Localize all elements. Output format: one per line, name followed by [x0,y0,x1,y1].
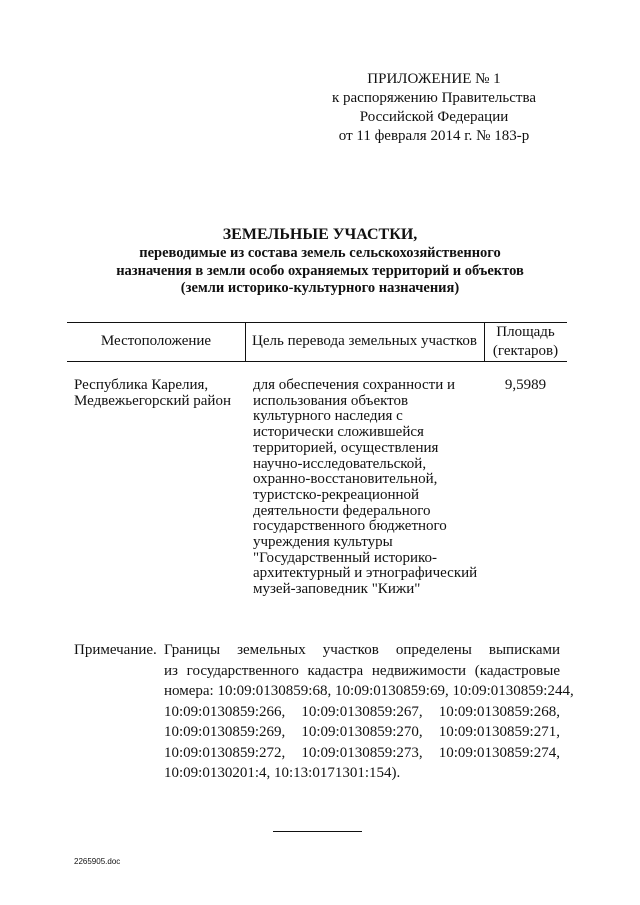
purpose-line: музей-заповедник "Кижи" [253,581,421,598]
appendix-line-2: Российской Федерации [359,109,509,125]
appendix-line-3: от 11 февраля 2014 г. № 183-р [338,128,530,144]
purpose-line: территорией, осуществления [253,439,439,456]
document-title: ЗЕМЕЛЬНЫЕ УЧАСТКИ, [222,226,418,243]
note-label: Примечание. [74,642,157,658]
note-line-2: из государственного кадастра недвижимости (кадастровые [164,662,560,679]
purpose-line: архитектурный и этнографический [253,565,478,582]
purpose-line: туристско-рекреационной [253,486,420,503]
purpose-line: "Государственный историко- [253,549,438,566]
cadastral-row-2 [164,722,560,743]
note-last-line: 10:09:0130201:4, 10:13:0171301:154). [164,765,401,781]
note-body [164,640,574,784]
purpose-line: охранно-восстановительной, [253,471,438,488]
purpose-line: исторически сложившейся [253,424,424,441]
header-area-line-2: (гектаров) [492,343,559,359]
cadastral-number: 10:09:0130859:272, [164,744,286,761]
cadastral-row-3 [164,743,560,764]
location-line-2: Медвежьегорский район [74,392,231,409]
document-subtitle-1: переводимые из состава земель сельскохозяйственного [139,245,501,261]
table-header-rule [67,361,567,362]
cadastral-number: 10:09:0130859:270, [301,724,423,740]
document-id: 2265905.doc [74,857,121,866]
cadastral-number: 10:09:0130859:267, [301,703,423,720]
cadastral-number: 10:09:0130859:274, [438,744,560,761]
document-heading [40,225,600,298]
appendix-line-1: к распоряжению Правительства [331,90,536,106]
cadastral-number: 10:09:0130859:266, [164,703,286,720]
cadastral-number: 10:09:0130859:271, [438,724,560,740]
cadastral-number: 10:09:0130859:269, [164,724,286,740]
purpose-line: учреждения культуры [253,534,393,551]
note-line-3: номера: 10:09:0130859:68, 10:09:0130859:69, 10:09:0130859:244, [164,683,574,699]
purpose-line: для обеспечения сохранности и [253,377,455,393]
header-purpose: Цель перевода земельных участков [252,333,477,349]
location-line-1: Республика Карелия, [74,377,209,393]
header-location: Местоположение [100,333,212,349]
purpose-line: государственного бюджетного [253,518,447,535]
appendix-title: ПРИЛОЖЕНИЕ № 1 [367,71,501,87]
purpose-line: использования объектов [253,392,409,409]
cadastral-number: 10:09:0130859:268, [438,703,560,720]
document-subtitle-2: назначения в земли особо охраняемых территорий и объектов [116,262,524,279]
purpose-line: научно-исследовательской, [253,455,427,472]
purpose-line: культурного наследия с [253,408,403,425]
closing-separator [273,831,362,832]
row-area: 9,5989 [504,377,547,393]
appendix-header [314,70,554,146]
cadastral-number: 10:09:0130859:273, [301,744,423,761]
purpose-line: деятельности федерального [253,502,431,519]
document-subtitle-3: (земли историко-культурного назначения) [180,280,460,296]
header-area-line-1: Площадь [496,324,555,340]
row-location [74,378,231,409]
cadastral-row-1 [164,702,560,723]
header-area [484,323,567,361]
note-line-1: Границы земельных участков определены выписками [164,642,560,658]
row-purpose [253,378,477,598]
